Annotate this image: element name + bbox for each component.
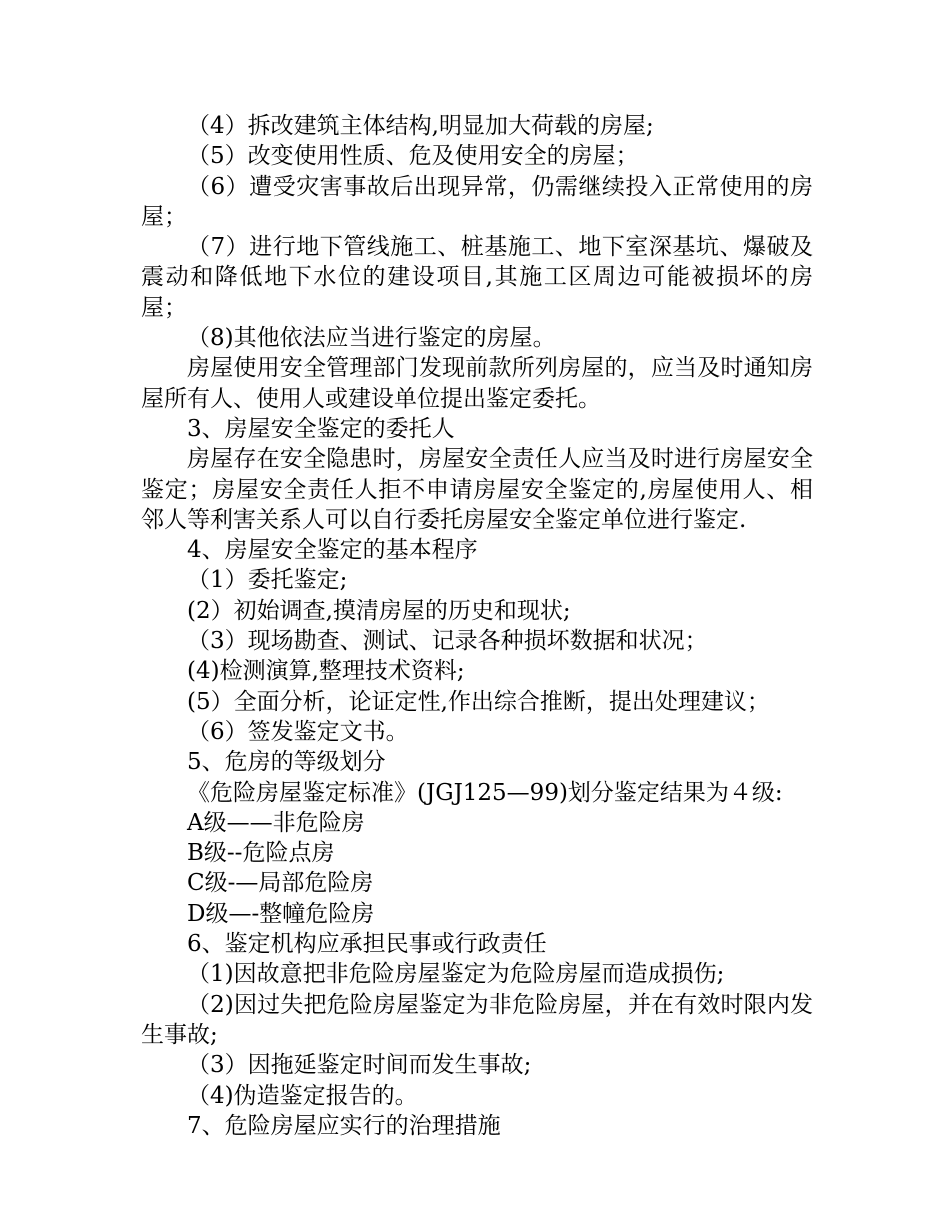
grade-c: C级-—局部危险房	[187, 870, 374, 897]
paragraph-item-8-other: （8)其他依法应当进行鉴定的房屋。	[187, 325, 556, 352]
grade-d: D级—-整幢危险房	[187, 900, 375, 927]
procedure-step-1: （1）委托鉴定;	[187, 567, 348, 594]
paragraph-item-4-alter-structure: （4）拆改建筑主体结构,明显加大荷载的房屋;	[187, 113, 654, 139]
section-heading-5: 5、危房的等级划分	[187, 749, 386, 776]
paragraph-item-5-change-use: （5）改变使用性质、危及使用安全的房屋；	[187, 143, 639, 170]
procedure-step-4: (4)检测演算,整理技术资料;	[187, 658, 465, 685]
liability-item-1: （1)因故意把非危险房屋鉴定为危险房屋而造成损伤;	[187, 961, 725, 988]
paragraph-entrust: 房屋存在安全隐患时，房屋安全责任人应当及时进行房屋安全鉴定；房屋安全责任人拒不申请房屋安全鉴定的,房屋使用人、相邻人等利害关系人可以自行委托房屋安全鉴定单位进行鉴定.	[141, 446, 813, 533]
procedure-step-3: （3）现场勘查、测试、记录各种损坏数据和状况；	[187, 628, 708, 655]
section-heading-4: 4、房屋安全鉴定的基本程序	[187, 537, 478, 564]
paragraph-notify: 房屋使用安全管理部门发现前款所列房屋的，应当及时通知房屋所有人、使用人或建设单位提出鉴定委托。	[141, 355, 813, 412]
grade-a: A级——非危险房	[187, 809, 365, 836]
section-heading-3: 3、房屋安全鉴定的委托人	[187, 415, 455, 442]
document-body	[141, 111, 813, 1141]
procedure-step-5: (5）全面分析，论证定性,作出综合推断，提出处理建议；	[187, 688, 770, 715]
procedure-step-6: （6）签发鉴定文书。	[187, 718, 409, 745]
procedure-step-2: (2）初始调查,摸清房屋的历史和现状;	[187, 597, 571, 624]
grade-b: B级--危险点房	[187, 840, 335, 867]
paragraph-item-7-construction: （7）进行地下管线施工、桩基施工、地下室深基坑、爆破及震动和降低地下水位的建设项目,其施工区周边可能被损坏的房屋；	[141, 234, 813, 321]
liability-item-4: （4)伪造鉴定报告的。	[187, 1082, 418, 1109]
section-heading-6: 6、鉴定机构应承担民事或行政责任	[187, 931, 547, 958]
section-heading-7: 7、危险房屋应实行的治理措施	[187, 1112, 501, 1139]
paragraph-item-6-disaster: （6）遭受灾害事故后出现异常，仍需继续投入正常使用的房屋；	[141, 173, 813, 230]
liability-item-2: （2)因过失把危险房屋鉴定为非危险房屋，并在有效时限内发生事故;	[141, 991, 813, 1048]
liability-item-3: （3）因拖延鉴定时间而发生事故;	[187, 1052, 532, 1079]
paragraph-standard: 《危险房屋鉴定标准》(JGJ125—99)划分鉴定结果为４级:	[187, 779, 783, 806]
